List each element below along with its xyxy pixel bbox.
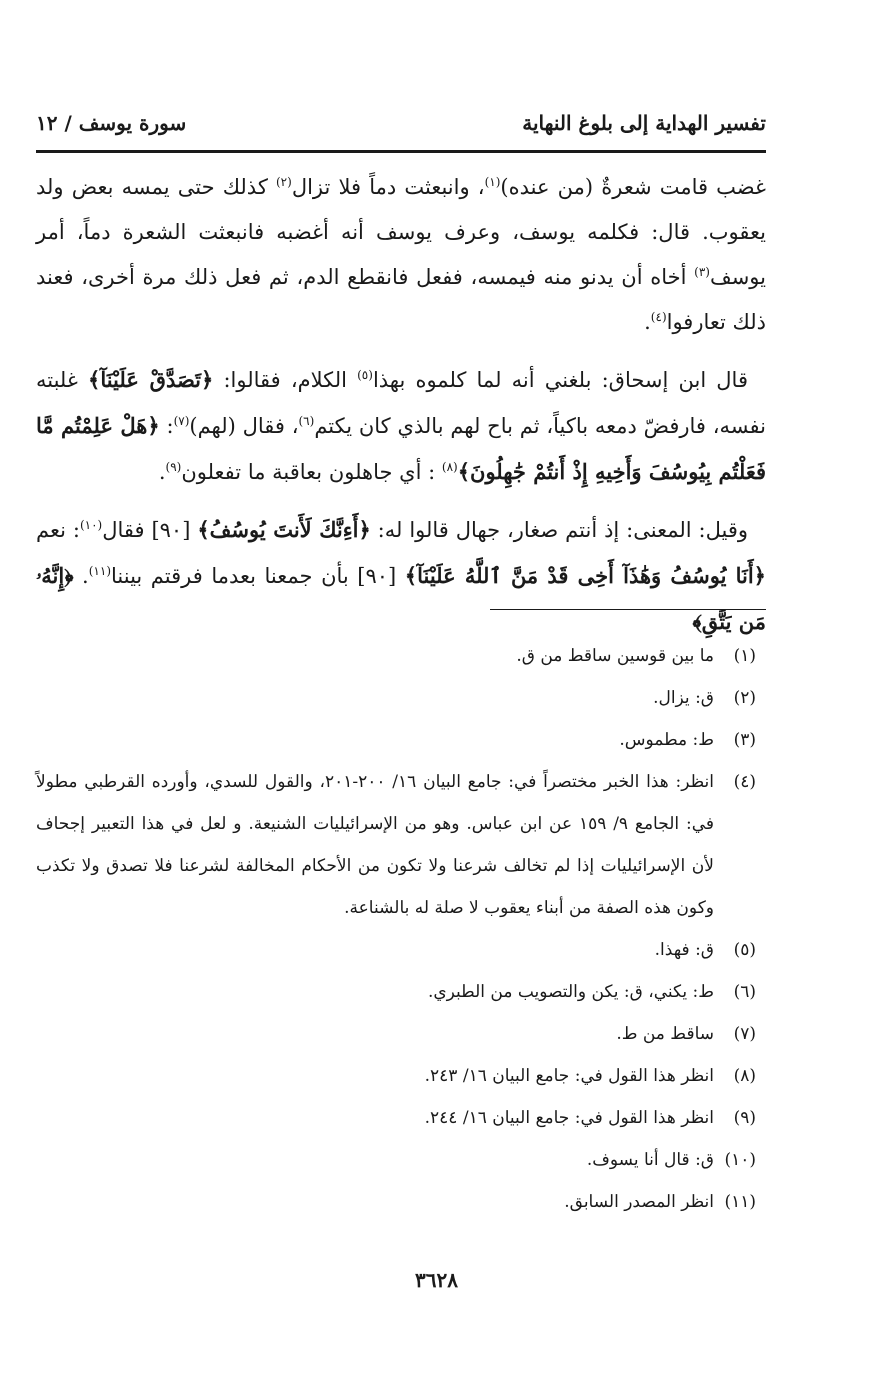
footnote-divider — [490, 609, 766, 610]
page-number: ٣٦٢٨ — [415, 1268, 458, 1292]
footnote-item — [36, 677, 766, 719]
footnote-ref: (٣) — [694, 265, 710, 279]
surah-label: سورة يوسف / ١٢ — [36, 111, 187, 135]
header-divider — [36, 150, 766, 153]
paragraph-1: غضب قامت شعرةٌ (من عنده)$^{(١)}$، وانبعثت دماً فلا تزال$^{(٢)}$ كذلك حتى يمسه بعض ولد يعقوب. قال: فكلمه يوسف، وعرف يوسف أنه أغضبه فانبعثت الشعرة دماً، أمر يوسف$^{(٣)}$ أخاه أن يدنو منه فيمسه، ففعل فانقطع الدم، ثم فعل ذلك مرة أخرى، فعند ذلك تعارفوا$^{(٤)}$. — [36, 175, 766, 334]
footnote-item — [36, 929, 766, 971]
footnote-ref: (٢) — [275, 175, 292, 189]
book-title: تفسير الهداية إلى بلوغ النهاية — [522, 111, 766, 135]
footnote-ref: (١١) — [88, 564, 111, 578]
footnote-text: انظر هذا القول في: جامع البيان ١٦/ ٢٤٤. — [424, 1108, 714, 1128]
footnote-item — [36, 1013, 766, 1055]
footnote-text: ق: قال أنا يسوف. — [586, 1150, 714, 1170]
quran-verse: ﴿أَءِنَّكَ لَأَنتَ يُوسُفُ﴾ — [197, 517, 371, 542]
running-header — [36, 105, 766, 145]
footnote-text: انظر: هذا الخبر مختصراً في: جامع البيان ١٦/ ٢٠٠-٢٠١، والقول للسدي، وأورده القرطبي مطولاً في: الجامع ٩/ ١٥٩ عن ابن عباس. وهو من الإسرائيليات الشنيعة. و لعل في هذا التعبير إجحاف لأن الإسرائيليات إذا لم تخالف شرعنا ولا تكون من الأحكام المخالفة لشرعنا فلا تصدق ولا تكذب وكون هذه الصفة من أبناء يعقوب لا صلة له بالشناعة. — [36, 772, 714, 918]
footnote-ref: (٥) — [357, 368, 373, 382]
footnote-ref: (٨) — [441, 460, 458, 474]
footnote-number: (٤) — [733, 772, 756, 792]
footnote-item — [36, 971, 766, 1013]
footnotes — [36, 635, 766, 1223]
footnote-ref: (٤) — [650, 310, 667, 324]
footnote-item — [36, 635, 766, 677]
footnote-item — [36, 1055, 766, 1097]
footnote-number: (١١) — [724, 1192, 756, 1212]
footnote-number: (١) — [733, 646, 756, 666]
footnote-ref: (٩) — [165, 460, 182, 474]
main-text — [36, 165, 766, 657]
paragraph-3: وقيل: المعنى: إذ أنتم صغار، جهال قالوا له: ﴿أَءِنَّكَ لَأَنتَ يُوسُفُ﴾ [٩٠] فقال$^{(١٠)}$: نعم ﴿أَنَا يُوسُفُ وَهَٰذَآ أَخِى قَدْ مَنَّ ٱللَّهُ عَلَيْنَآ﴾ [٩٠] بأن جمعنا بعدما فرقتم بيننا$^{(١١)}$. ﴿إِنَّهُۥ مَن يَتَّقِ﴾ — [36, 517, 766, 634]
footnote-number: (٦) — [733, 982, 756, 1002]
footnote-text: ما بين قوسين ساقط من ق. — [516, 646, 714, 666]
footnote-ref: (١) — [484, 175, 501, 189]
footnote-text: ساقط من ط. — [616, 1024, 714, 1044]
footnote-item — [36, 1181, 766, 1223]
footnote-item — [36, 1097, 766, 1139]
footnote-number: (٣) — [733, 730, 756, 750]
footnote-number: (٢) — [733, 688, 756, 708]
footnote-ref: (٧) — [173, 414, 190, 428]
footnote-text: انظر هذا القول في: جامع البيان ١٦/ ٢٤٣. — [424, 1066, 714, 1086]
footnote-item — [36, 1139, 766, 1181]
footnote-text: ط: يكني، ق: يكن والتصويب من الطبري. — [427, 982, 714, 1002]
footnote-text: انظر المصدر السابق. — [564, 1192, 714, 1212]
footnote-item — [36, 761, 766, 929]
footnote-text: ط: مطموس. — [619, 730, 714, 750]
footnote-item — [36, 719, 766, 761]
footnote-text: ق: يزال. — [653, 688, 714, 708]
footnote-number: (١٠) — [724, 1150, 756, 1170]
quran-verse: ﴿تَصَدَّقْ عَلَيْنَآ﴾ — [88, 367, 214, 392]
footnote-ref: (١٠) — [79, 518, 103, 532]
quran-verse: ﴿إِنَّهُۥ مَن يَتَّقِ﴾ — [36, 563, 766, 634]
footnote-text: ق: فهذا. — [654, 940, 714, 960]
paragraph-2: قال ابن إسحاق: بلغني أنه لما كلموه بهذا$^{(٥)}$ الكلام، فقالوا: ﴿تَصَدَّقْ عَلَيْنَآ﴾ غلبته نفسه، فارفضّ دمعه باكياً، ثم باح لهم بالذي كان يكتم$^{(٦)}$، فقال (لهم)$^{(٧)}$: ﴿هَلْ عَلِمْتُم مَّا فَعَلْتُم بِيُوسُفَ وَأَخِيهِ إِذْ أَنتُمْ جَٰهِلُونَ﴾$^{(٨)}$ : أي جاهلون بعاقبة ما تفعلون$^{(٩)}$. — [36, 367, 766, 484]
footnote-number: (٧) — [733, 1024, 756, 1044]
footnote-number: (٥) — [733, 940, 756, 960]
footnote-number: (٨) — [733, 1066, 756, 1086]
quran-verse: ﴿هَلْ عَلِمْتُم مَّا فَعَلْتُم بِيُوسُفَ وَأَخِيهِ إِذْ أَنتُمْ جَٰهِلُونَ﴾ — [36, 413, 766, 484]
footnote-number: (٩) — [733, 1108, 756, 1128]
footnote-ref: (٦) — [298, 414, 315, 428]
quran-verse: ﴿أَنَا يُوسُفُ وَهَٰذَآ أَخِى قَدْ مَنَّ ٱللَّهُ عَلَيْنَآ﴾ — [404, 563, 766, 588]
